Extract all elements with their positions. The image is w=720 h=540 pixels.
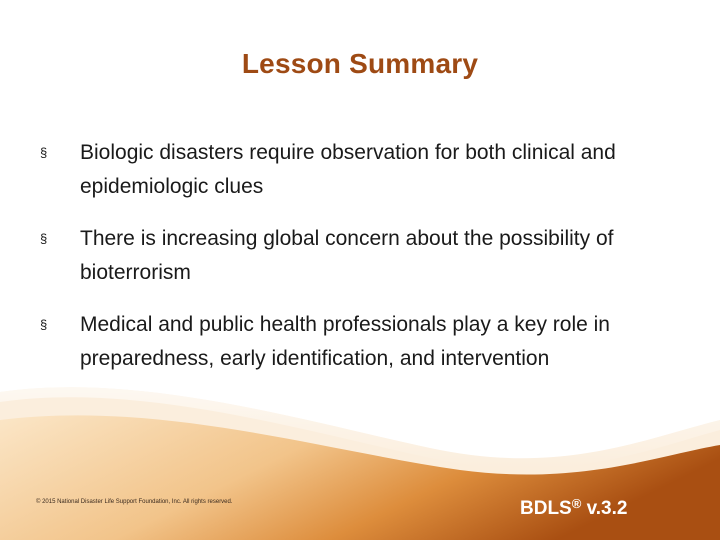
bullet-marker-icon: § [40, 317, 48, 332]
list-item [40, 136, 680, 204]
slide-title: Lesson Summary [241, 48, 479, 79]
bullet-text: Biologic disasters require observation for both clinical and epidemiologic clues [80, 141, 616, 198]
list-item [40, 308, 680, 376]
bullet-list [40, 136, 680, 394]
bullet-text: Medical and public health professionals play a key role in preparedness, early identification, and intervention [80, 313, 610, 370]
bullet-text: There is increasing global concern about the possibility of bioterrorism [80, 227, 614, 284]
brand-name: BDLS [520, 498, 572, 519]
version-label [520, 496, 627, 520]
list-item [40, 222, 680, 290]
copyright-notice: © 2015 National Disaster Life Support Foundation, Inc. All rights reserved. [36, 499, 233, 505]
registered-mark: ® [571, 496, 582, 511]
version-number: v.3.2 [581, 498, 628, 519]
bullet-marker-icon: § [40, 145, 48, 160]
bullet-marker-icon: § [40, 231, 48, 246]
